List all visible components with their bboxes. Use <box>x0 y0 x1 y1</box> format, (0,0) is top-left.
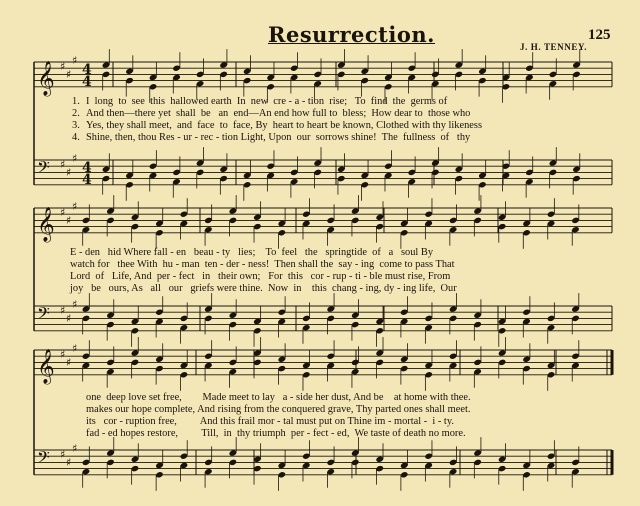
sharp-icon: ♯ <box>66 166 72 179</box>
lyric-line-s1-v1: 1. I long to see this hallowed earth In new cre - a - tion rise; To find the germs of <box>72 96 448 107</box>
treble-clef-icon: 𝄞 <box>37 61 55 96</box>
bass-clef-icon: 𝄢 <box>37 303 50 327</box>
lyric-line-s1-v4: 4. Shine, then, thou Res - ur - rec - tion Light, Upon our sorrows shine! The fullness of thy <box>72 132 471 143</box>
lyric-line-s3-v2: makes our hope complete, And rising from the conquered grave, Thy parted ones shall meet. <box>86 404 471 415</box>
lyric-line-s3-v1: one deep love set free, Made meet to lay a - side her dust, And be at home with thee. <box>86 392 471 403</box>
lyric-line-s2-v4: joy be ours, As all our griefs were thine. Now in this chang - ing, dy - ing life, Our <box>70 283 457 294</box>
sharp-icon: ♯ <box>72 298 78 311</box>
sharp-icon: ♯ <box>66 312 72 325</box>
lyric-line-s2-v3: Lord of Life, And per - fect in their own; For this cor - rup - ti - ble must rise, From <box>70 271 451 282</box>
sharp-icon: ♯ <box>66 456 72 469</box>
time-signature: 4 <box>82 62 92 78</box>
bass-clef-icon: 𝄢 <box>37 447 50 471</box>
sharp-icon: ♯ <box>60 60 66 73</box>
sharp-icon: ♯ <box>60 158 66 171</box>
composer-credit: J. H. TENNEY. <box>520 42 588 52</box>
lyric-line-s3-v4: fad - ed hopes restore, Till, in thy triumph per - fect - ed, We taste of death no more. <box>86 428 466 439</box>
sharp-icon: ♯ <box>72 342 78 355</box>
sharp-icon: ♯ <box>72 442 78 455</box>
hymn-title: Resurrection. <box>268 22 435 47</box>
lyric-line-s3-v3: its cor - ruption free, And this frail mor - tal must put on Thine im - mortal - i - ty. <box>86 416 454 427</box>
lyric-line-s1-v2: 2. And then—there yet shall be an end—An end how full to bless; How dear to those who <box>72 108 471 119</box>
sharp-icon: ♯ <box>60 304 66 317</box>
lyric-line-s2-v2: watch for thee With hu - man ten - der - ness! Then shall the say - ing come to pass That <box>70 259 455 270</box>
treble-clef-icon: 𝄞 <box>37 207 55 242</box>
sharp-icon: ♯ <box>66 214 72 227</box>
sharp-icon: ♯ <box>60 206 66 219</box>
sharp-icon: ♯ <box>60 348 66 361</box>
lyric-line-s2-v1: E - den hid Where fall - en beau - ty lies; To feel the springtide of a soul By <box>70 247 434 258</box>
sharp-icon: ♯ <box>72 200 78 213</box>
time-signature: 4 <box>82 172 92 188</box>
time-signature: 4 <box>82 160 92 176</box>
sharp-icon: ♯ <box>66 68 72 81</box>
lyric-line-s1-v3: 3. Yes, they shall meet, and face to face, By heart to heart be known, Clothed with thy likeness <box>72 120 482 131</box>
sharp-icon: ♯ <box>72 152 78 165</box>
sharp-icon: ♯ <box>60 448 66 461</box>
page-number: 125 <box>588 27 611 43</box>
bass-clef-icon: 𝄢 <box>37 157 50 181</box>
treble-clef-icon: 𝄞 <box>37 349 55 384</box>
time-signature: 4 <box>82 74 92 90</box>
sharp-icon: ♯ <box>66 356 72 369</box>
sharp-icon: ♯ <box>72 54 78 67</box>
